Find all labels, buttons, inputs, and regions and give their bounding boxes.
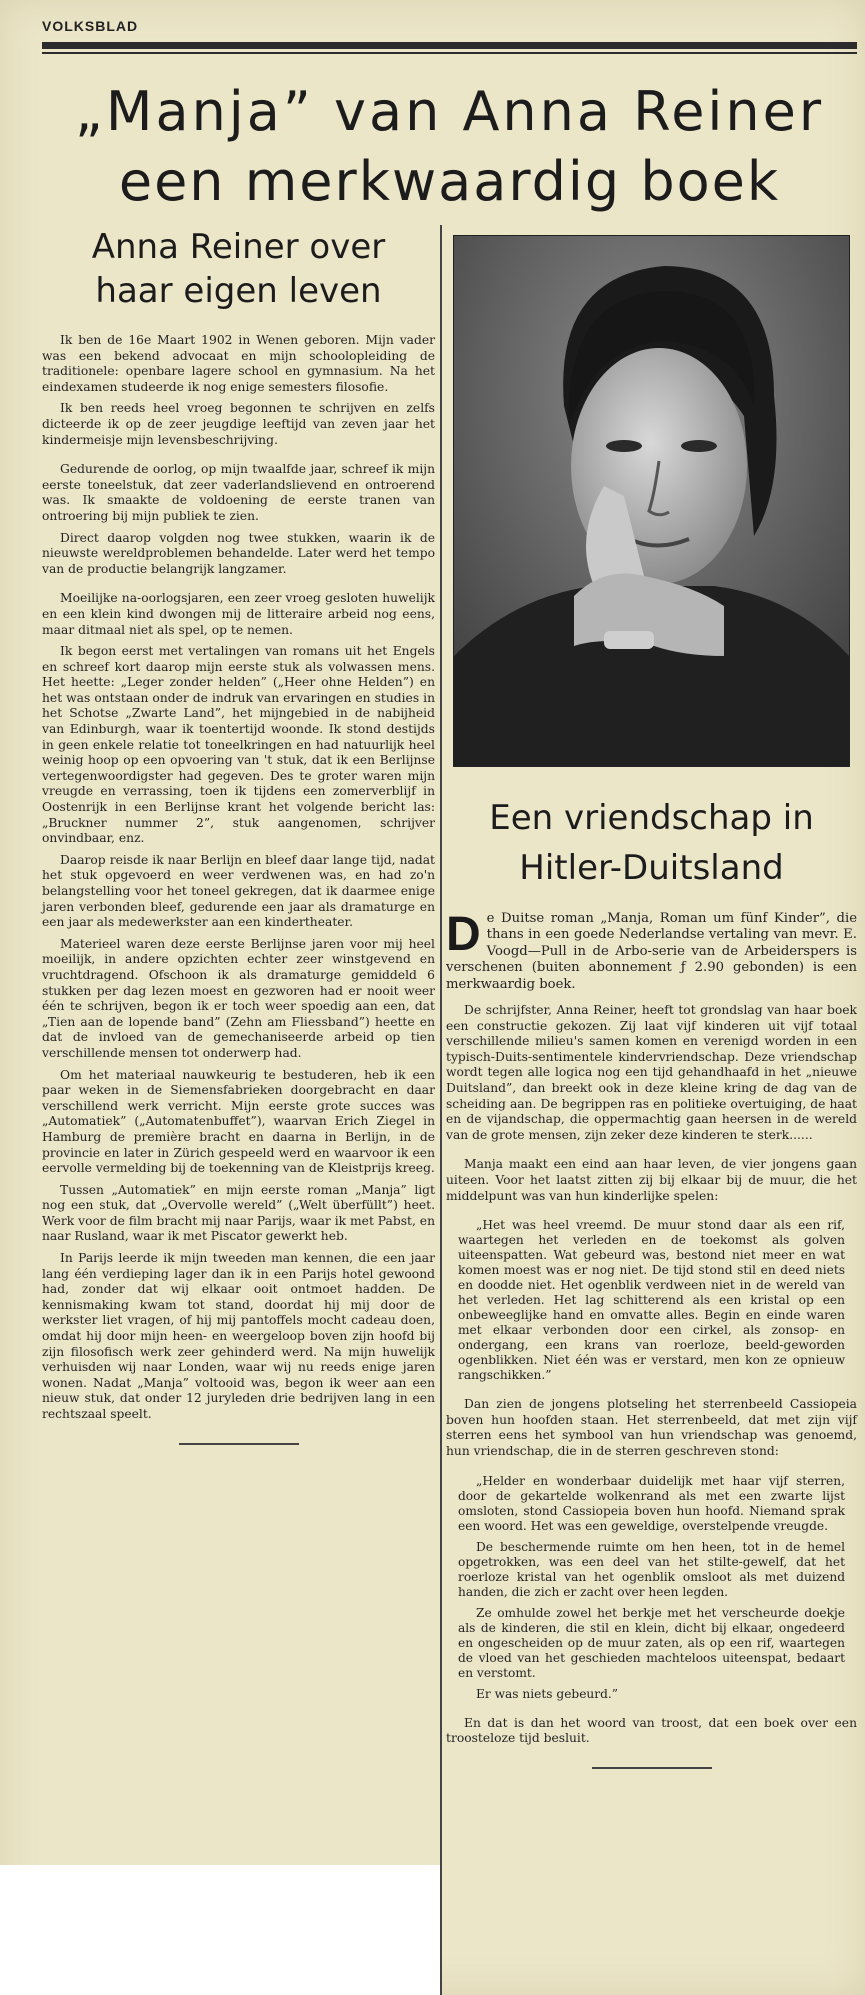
paragraph: En dat is dan het woord van troost, dat een boek over een troosteloze tijd besluit. [446,1715,857,1746]
headline-line-1: „Manja” van Anna Reiner [74,80,825,143]
left-title-line-2: haar eigen leven [95,271,382,311]
paragraph: Manja maakt een eind aan haar leven, de vier jongens gaan uiteen. Voor het laatst zitten zij bij elkaar bij de muur, die het middelpunt was van hun kinderlijke spelen: [446,1157,857,1203]
article-end-rule [179,1443,299,1445]
quote-paragraph: Ze omhulde zowel het berkje met het verscheurde doekje als de kinderen, die stil en klein, dicht bij elkaar, ongedeerd en ongescheiden op de muur zaten, als op een rif, waartegen de vloed van het geschieden machteloos uiteenspat, bedaart en verstomt. [458,1605,845,1680]
paragraph: In Parijs leerde ik mijn tweeden man kennen, die een jaar lang één verdieping lager dan ik in een Parijs hotel gewoond had, zonder dat wij elkaar ooit ontmoet hadden. De kennismaking kwam tot stand, doordat hij mij door de werkster liet vragen, of hij mij pantoffels mocht cadeau doen, omdat hij door mijn heen- en weergeloop boven zijn hoofd bij zijn filosofisch werk zeer gehinderd werd. Na mijn huwelijk verhuisden wij naar Londen, waar wij nu reeds enige jaren wonen. Nadat „Manja” voltooid was, begon ik weer aan een nieuw stuk, dat onder 12 juryleden drie bedrijven lang in een rechtszaal speelt. [42,1251,435,1421]
paragraph: Materieel waren deze eerste Berlijnse jaren voor mij heel moeilijk, in andere opzichten echter zeer winstgevend en vruchtdragend. Ofschoon ik als dramaturge gemiddeld 6 stukken per dag lezen moest en gezworen had er nooit weer één te schrijven, begon ik er toch weer spoedig aan een, dat „Tien aan de lopende band” (Zehn am Fliessband”) heette en dat de invloed van de gemechaniseerde arbeid op tien verschillende mensen tot onderwerp had. [42,936,435,1060]
right-article-closing [446,1716,857,1769]
portrait-illustration [454,236,849,766]
paragraph: Daarop reisde ik naar Berlijn en bleef daar lange tijd, nadat het stuk opgevoerd en weer verdwenen was, en had zo'n belangstelling voor het toneel gekregen, dat ik daarmee enige jaren verbonden bleef, gedurende een jaar als dramaturge en een jaar als medewerkster aan een kindertheater. [42,852,435,930]
blank-margin [0,1865,440,1995]
quote-paragraph: „Helder en wonderbaar duidelijk met haar vijf sterren, door de gekartelde wolkenrand als met een zwarte lijst omsloten, stond Cassiopeia boven hun hoofd. Niemand sprak een woord. Het was een geweldige, overstelpende vreugde. [458,1473,845,1533]
author-portrait-photo [453,235,850,767]
lead-text: e Duitse roman „Manja, Roman um fünf Kinder”, die thans in een goede Nederlandse vertaling van mevr. E. Voogd—Pull in de Arbo-serie van de Arbeiderspers is verschenen (buiten abonnement ƒ 2.90 gebonden) is een merkwaardig boek. [446,911,857,992]
paragraph: Gedurende de oorlog, op mijn twaalfde jaar, schreef ik mijn eerste toneelstuk, dat zeer vaderlandslievend en ontroerend was. Ik smaakte de voldoening de eerste tranen van ontroering bij mijn publiek te zien. [42,462,435,523]
paragraph: Ik begon eerst met vertalingen van romans uit het Engels en schreef kort daarop mijn eerste stuk als volwassen mens. Het heette: „Leger zonder helden” („Heer ohne Helden”) en het was ontstaan onder de indruk van ervaringen en studies in het Schotse „Zwarte Land”, het mijngebied in de nabijheid van Edinburgh, waar ik toentertijd woonde. Ik stond destijds in geen enkele relatie tot toneelkringen en had natuurlijk heel weinig hoop op een opvoering van 't stuk, dat ik een Berlijnse vertegenwoordigster had gegeven. Des te groter waren mijn vreugde en verrassing, toen ik tijdens een zomerverblijf in Oostenrijk in een Berlijnse krant het volgende bericht las: „Bruckner nummer 2”, stuk aangenomen, schrijver onvindbaar, enz. [42,644,435,846]
right-article [446,225,857,1970]
quote-block-1 [446,1218,857,1383]
paragraph: De schrijfster, Anna Reiner, heeft tot grondslag van haar boek een constructie gekozen. Zij laat vijf kinderen uit vijf totaal verschillende milieu's samen komen en verenigd worden in een typisch-Duits-sentimentele kindervriendschap. Deze vriendschap wordt tegen alle logica nog een tijd gehandhaafd in het „nieuwe Duitsland”, dan breekt ook in deze kleine kring de dag van de scheiding aan. De begrippen ras en politieke overtuiging, de haat en de vijandschap, die oppermachtig gaan heersen in de wereld van de grote mensen, zijn zeker deze kinderen te sterk...... [446,1003,857,1142]
headline-line-2: een merkwaardig boek [118,150,781,213]
paragraph: Direct daarop volgden nog twee stukken, waarin ik de nieuwste wereldproblemen behandelde. Later werd het tempo van de productie belangrijk langzamer. [42,530,435,576]
masthead-label: VOLKSBLAD [42,18,139,34]
paragraph: Dan zien de jongens plotseling het sterrenbeeld Cassiopeia boven hun hoofden staan. Het sterrenbeeld, dat met zijn vijf sterren eens het symbool van hun vriendschap was genoemd, hun vriendschap, die in de sterren geschreven stond: [446,1397,857,1458]
left-title-line-1: Anna Reiner over [91,227,386,267]
right-title-line-2: Hitler-Duitsland [519,848,784,888]
masthead-rule-thin [42,52,857,54]
quote-block-2 [446,1474,857,1702]
right-article-lead [446,908,857,993]
right-article-middle [446,1397,857,1459]
paragraph: Tussen „Automatiek” en mijn eerste roman „Manja” ligt nog een stuk, dat „Overvolle wereld” („Welt überfüllt”) heet. Werk voor de film bracht mij naar Parijs, waar ik met Pabst, en naar Rusland, waar ik met Piscator gewerkt heb. [42,1182,435,1244]
paragraph: Om het materiaal nauwkeurig te bestuderen, heb ik een paar weken in de Siemensfabrieken doorgebracht en daar verschillend werk verricht. Mijn eerste grote succes was „Automatiek” („Automatenbuffet”), waarvan Erich Ziegel in Hamburg de première bracht en daarna in Berlijn, in de provincie en later in Zürich gespeeld werd en waarvoor ik een eervolle vermelding bij de toekenning van de Kleistprijs kreeg. [42,1067,435,1176]
right-title-line-1: Een vriendschap in [489,798,814,838]
article-end-rule [592,1767,712,1769]
drop-cap: D [446,908,481,961]
left-article [42,225,435,1970]
paragraph: Ik ben reeds heel vroeg begonnen te schrijven en zelfs dicteerde ik op de zeer jeugdige leeftijd van zeven jaar het kindermeisje mijn levensbeschrijving. [42,401,435,447]
quote-paragraph: „Het was heel vreemd. De muur stond daar als een rif, waartegen het verleden en de toekomst als golven uiteenspatten. Wat gebeurd was, bestond niet meer en wat komen moest was er nog niet. De tijd stond stil en deed niets en doodde niet. Het ogenblik verdween niet in de wereld van het verleden. Het lag schitterend als een kristal op een onbeweeglijke hand en omvatte alles. Begin en einde waren met elkaar verbonden door een cirkel, als zonsop- en ondergang, een krans van roerloze, beeld-geworden ogenblikken. Niet één was er verstard, men kon ze opnieuw rangschikken.” [458,1218,845,1383]
quote-paragraph: Er was niets gebeurd.” [476,1686,619,1701]
paragraph: Ik ben de 16e Maart 1902 in Wenen geboren. Mijn vader was een bekend advocaat en mijn schoolopleiding de traditionele: openbare lagere school en gymnasium. Na het eindexamen studeerde ik nog enige semesters filosofie. [42,333,435,394]
lead-paragraph [446,908,857,993]
quote-paragraph: De beschermende ruimte om hen heen, tot in de hemel opgetrokken, was een deel van het stilte-gewelf, dat het roerloze kristal van het ogenblik omsloot als met duizend handen, die zich er zacht over heen legden. [458,1539,845,1599]
right-article-body [446,1003,857,1204]
column-divider [440,225,442,1995]
right-article-title [446,793,857,893]
left-article-body [42,333,435,1445]
left-article-title [42,225,435,313]
paragraph: Moeilijke na-oorlogsjaren, een zeer vroeg gesloten huwelijk en een klein kind dwongen mij de litteraire arbeid nog eens, maar ditmaal niet als spel, op te nemen. [42,591,435,637]
masthead-rule [42,42,857,49]
